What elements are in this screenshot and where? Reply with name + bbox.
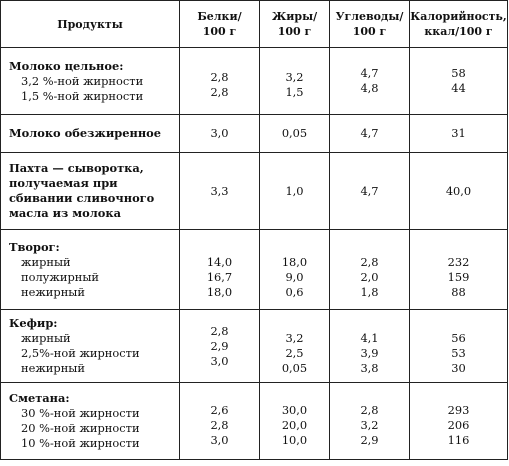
calories-value: 53: [451, 346, 466, 360]
calories-value: 40,0: [445, 183, 472, 198]
carbs-cell: [330, 230, 410, 310]
table-body: [1, 48, 508, 460]
fat-value: 2,5: [285, 346, 304, 360]
carbs-value: 3,9: [360, 346, 379, 360]
fat-cell: [260, 310, 330, 383]
fat-value: 3,2: [285, 331, 304, 345]
calories-value: 58: [451, 66, 466, 80]
product-cell: [1, 48, 180, 115]
protein-value: 2,8: [210, 323, 229, 338]
header-protein: [180, 1, 260, 48]
carbs-cell: [330, 383, 410, 460]
header-protein-line-2: 100 г: [202, 25, 237, 38]
header-row: [1, 1, 508, 48]
spacer: [180, 240, 259, 255]
protein-value: 2,6: [210, 402, 229, 417]
protein-cell: [180, 310, 260, 383]
product-name: сбивании сливочного: [9, 191, 155, 205]
spacer: [330, 240, 409, 255]
fat-value: 10,0: [281, 432, 308, 447]
product-name: масла из молока: [9, 206, 121, 220]
fat-cell: [260, 230, 330, 310]
spacer: [180, 395, 259, 403]
carbs-value: 4,1: [360, 331, 379, 345]
calories-value: 232: [447, 254, 470, 269]
protein-cell: [180, 115, 260, 153]
spacer: [260, 240, 329, 255]
spacer: [330, 395, 409, 403]
protein-cell: [180, 153, 260, 230]
protein-value: 14,0: [206, 254, 233, 269]
spacer: [410, 240, 507, 255]
product-name: Молоко обезжиренное: [9, 126, 162, 140]
fat-value: 3,2: [285, 70, 304, 84]
carbs-value: 4,7: [360, 126, 379, 140]
protein-value: 3,0: [210, 432, 229, 447]
header-carbs-line-1: Углеводы/: [335, 10, 404, 23]
protein-value: 2,8: [210, 417, 229, 432]
header-carbs: [330, 1, 410, 48]
product-name: Творог:: [9, 239, 60, 254]
header-fat: [260, 1, 330, 48]
carbs-value: 2,0: [360, 269, 379, 284]
protein-value: 2,8: [210, 70, 229, 84]
protein-value: 2,8: [210, 85, 229, 99]
table-row: [1, 48, 508, 115]
header-fat-line-2: 100 г: [277, 25, 312, 38]
carbs-value: 3,2: [360, 417, 379, 432]
fat-cell: [260, 48, 330, 115]
protein-value: 3,3: [210, 183, 229, 198]
protein-cell: [180, 230, 260, 310]
carbs-value: 2,8: [360, 402, 379, 417]
calories-cell: [410, 153, 508, 230]
header-product: Продукты: [1, 1, 180, 48]
product-name: Кефир:: [9, 316, 58, 330]
fat-value: 0,6: [285, 284, 304, 299]
calories-cell: [410, 383, 508, 460]
fat-value: 0,05: [281, 361, 308, 375]
calories-cell: [410, 310, 508, 383]
product-variant: нежирный: [21, 361, 85, 375]
fat-value: 0,05: [281, 126, 308, 140]
spacer: [260, 316, 329, 331]
product-name: Пахта — сыворотка,: [9, 161, 144, 175]
protein-value: 16,7: [206, 269, 233, 284]
carbs-value: 1,8: [360, 284, 379, 299]
carbs-value: 2,9: [360, 432, 379, 447]
protein-value: 3,0: [210, 126, 229, 140]
header-carbs-line-2: 100 г: [352, 25, 387, 38]
fat-value: 30,0: [281, 402, 308, 417]
carbs-value: 4,7: [360, 183, 379, 198]
protein-cell: [180, 383, 260, 460]
spacer: [410, 395, 507, 403]
spacer: [180, 62, 259, 70]
table-row: [1, 230, 508, 310]
product-cell: [1, 383, 180, 460]
fat-value: 1,0: [285, 183, 304, 198]
product-variant: 20 %-ной жирности: [21, 421, 140, 435]
fat-value: 1,5: [285, 85, 304, 99]
calories-value: 88: [451, 284, 466, 299]
carbs-cell: [330, 153, 410, 230]
header-protein-line-1: Белки/: [197, 10, 242, 23]
product-variant: 2,5%-ной жирности: [21, 346, 140, 360]
fat-cell: [260, 383, 330, 460]
product-variant: 30 %-ной жирности: [21, 406, 140, 420]
protein-cell: [180, 48, 260, 115]
protein-value: 18,0: [206, 284, 233, 299]
fat-value: 18,0: [281, 254, 308, 269]
carbs-cell: [330, 115, 410, 153]
header-calories-line-1: Калорийность,: [410, 10, 507, 23]
spacer: [260, 395, 329, 403]
calories-cell: [410, 230, 508, 310]
spacer: [330, 316, 409, 331]
product-variant: жирный: [21, 254, 71, 269]
header-fat-line-1: Жиры/: [271, 10, 318, 23]
product-name: Молоко цельное:: [9, 58, 124, 73]
calories-value: 56: [451, 331, 466, 345]
calories-value: 44: [451, 81, 466, 95]
calories-value: 116: [447, 432, 470, 447]
product-cell: [1, 310, 180, 383]
fat-value: 9,0: [285, 269, 304, 284]
carbs-cell: [330, 48, 410, 115]
calories-value: 159: [447, 269, 470, 284]
carbs-value: 2,8: [360, 254, 379, 269]
product-variant: 10 %-ной жирности: [21, 436, 140, 450]
calories-value: 31: [451, 126, 466, 140]
header-calories: [410, 1, 508, 48]
table-row: [1, 115, 508, 153]
carbs-value: 4,8: [360, 81, 379, 95]
spacer: [410, 316, 507, 331]
carbs-cell: [330, 310, 410, 383]
product-name: получаемая при: [9, 176, 118, 190]
product-variant: полужирный: [21, 269, 99, 284]
protein-value: 3,0: [210, 353, 229, 368]
product-variant: 3,2 %-ной жирности: [21, 73, 144, 88]
fat-cell: [260, 153, 330, 230]
calories-value: 293: [447, 402, 470, 417]
carbs-value: 3,8: [360, 361, 379, 375]
table-row: [1, 383, 508, 460]
protein-value: 2,9: [210, 338, 229, 353]
fat-cell: [260, 115, 330, 153]
carbs-value: 4,7: [360, 66, 379, 80]
product-name: Сметана:: [9, 391, 70, 405]
product-variant: 1,5 %-ной жирности: [21, 88, 144, 103]
calories-cell: [410, 48, 508, 115]
fat-value: 20,0: [281, 417, 308, 432]
product-cell: [1, 115, 180, 153]
calories-value: 206: [447, 417, 470, 432]
spacer: [260, 62, 329, 70]
product-variant: жирный: [21, 331, 71, 345]
product-cell: [1, 230, 180, 310]
calories-value: 30: [451, 361, 466, 375]
table-row: [1, 153, 508, 230]
header-calories-line-2: ккал/100 г: [424, 25, 493, 38]
product-variant: нежирный: [21, 284, 85, 299]
calories-cell: [410, 115, 508, 153]
table-row: [1, 310, 508, 383]
product-cell: [1, 153, 180, 230]
